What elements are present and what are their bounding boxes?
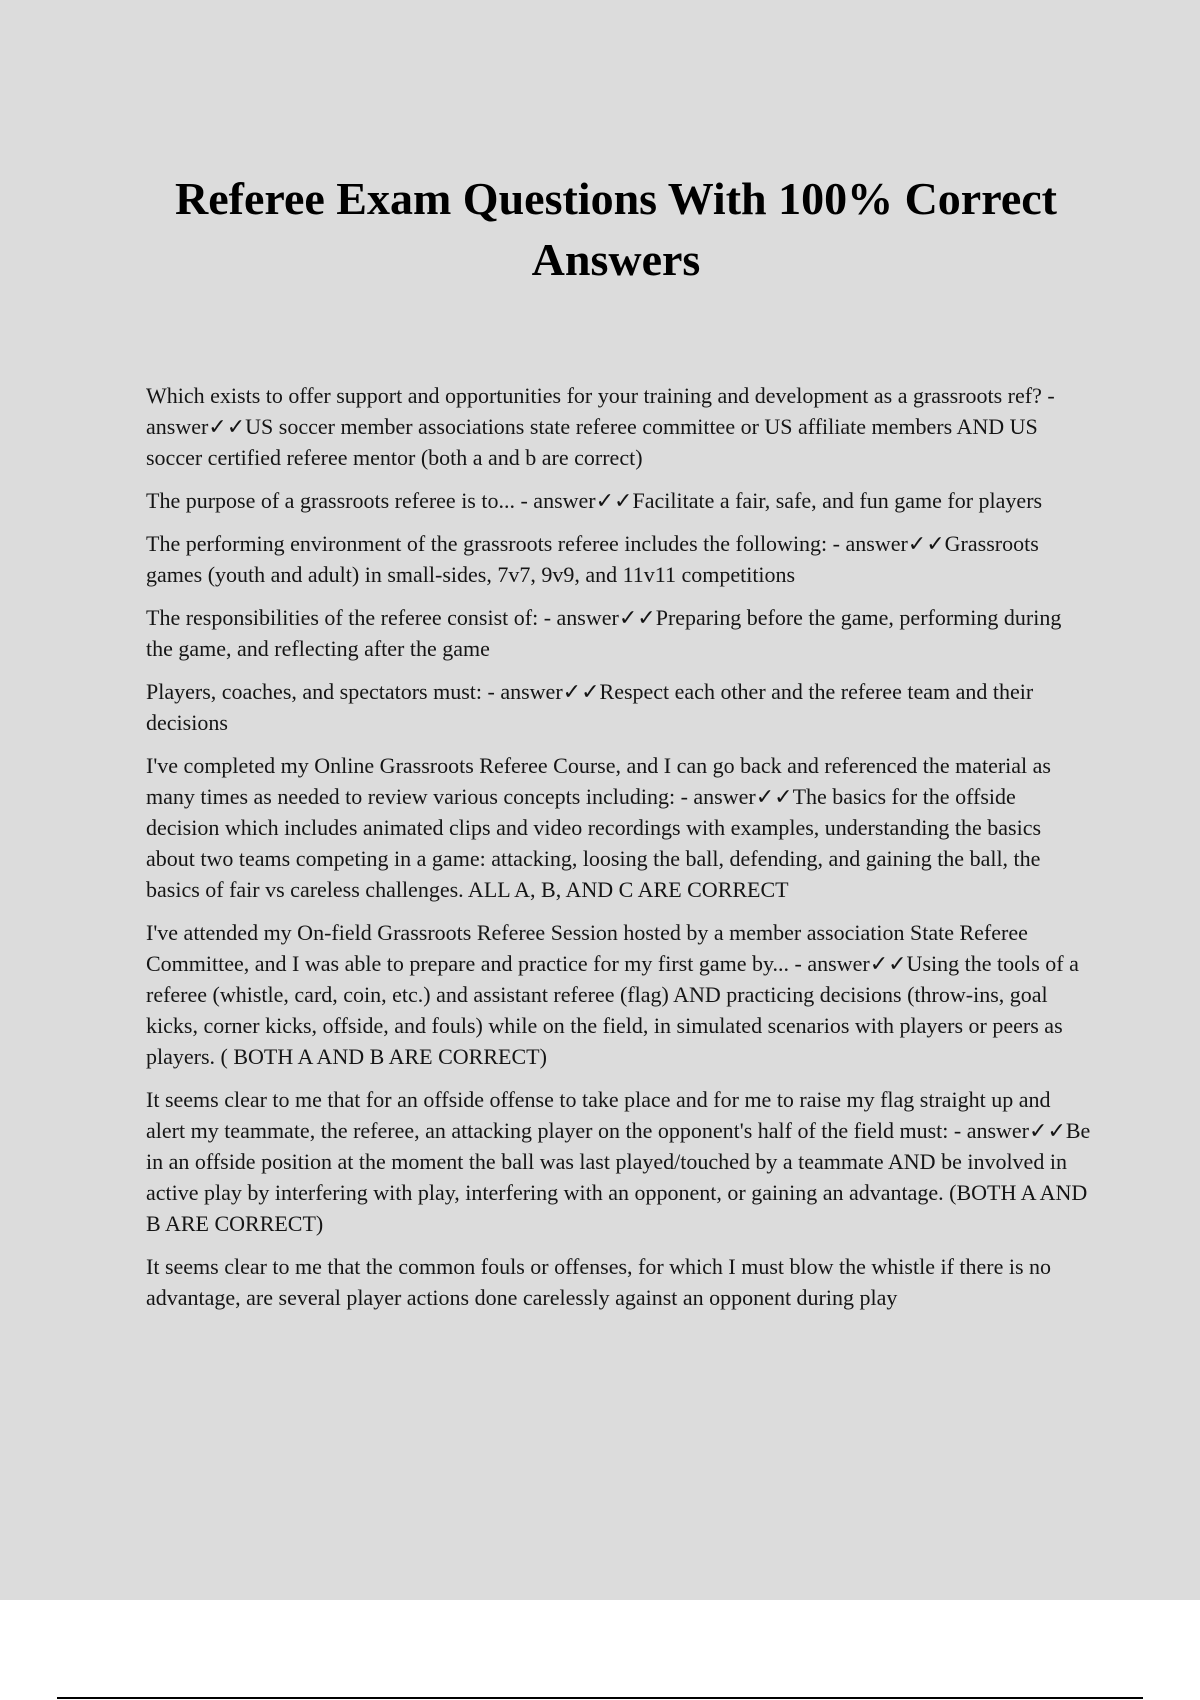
question-answer-item: The purpose of a grassroots referee is to... - answer✓✓Facilitate a fair, safe, and fun game for players [146,488,1043,513]
question-answer-item: Which exists to offer support and opportunities for your training and development as a grassroots ref? - answer✓✓US soccer member associations state referee committee or US affiliate members AND US soccer certified referee mentor (both a and b are correct) [146,383,1055,470]
question-answer-item: I've attended my On-field Grassroots Referee Session hosted by a member association State Referee Committee, and I was able to prepare and practice for my first game by... - answer✓✓Using the tools of a referee (whistle, card, coin, etc.) and assistant referee (flag) AND practicing decisions (throw-ins, goal kicks, corner kicks, offside, and fouls) while on the field, in simulated scenarios with players or peers as players. ( BOTH A AND B ARE CORRECT) [146,920,1079,1069]
question-list [146,380,1091,1325]
question-answer-item: It seems clear to me that for an offside offense to take place and for me to raise my flag straight up and alert my teammate, the referee, an attacking player on the opponent's half of the field must: - answer✓✓Be in an offside position at the moment the ball was last played/touched by a teammate AND be involved in active play by interfering with play, interfering with an opponent, or gaining an advantage. (BOTH A AND B ARE CORRECT) [146,1087,1091,1236]
question-answer-item: The responsibilities of the referee consist of: - answer✓✓Preparing before the game, performing during the game, and reflecting after the game [146,605,1062,661]
footer-divider [57,1697,1143,1699]
page-title: Referee Exam Questions With 100% Correct Answers [175,173,1057,285]
question-answer-item: Players, coaches, and spectators must: - answer✓✓Respect each other and the referee team and their decisions [146,679,1034,735]
question-answer-item: I've completed my Online Grassroots Referee Course, and I can go back and referenced the material as many times as needed to review various concepts including: - answer✓✓The basics for the offside decision which includes animated clips and video recordings with examples, understanding the basics about two teams competing in a game: attacking, loosing the ball, defending, and gaining the ball, the basics of fair vs careless challenges. ALL A, B, AND C ARE CORRECT [146,753,1051,902]
question-answer-item: It seems clear to me that the common fouls or offenses, for which I must blow the whistle if there is no advantage, are several player actions done carelessly against an opponent during play [146,1254,1052,1310]
question-answer-item: The performing environment of the grassroots referee includes the following: - answer✓✓Grassroots games (youth and adult) in small-sides, 7v7, 9v9, and 11v11 competitions [146,531,1039,587]
